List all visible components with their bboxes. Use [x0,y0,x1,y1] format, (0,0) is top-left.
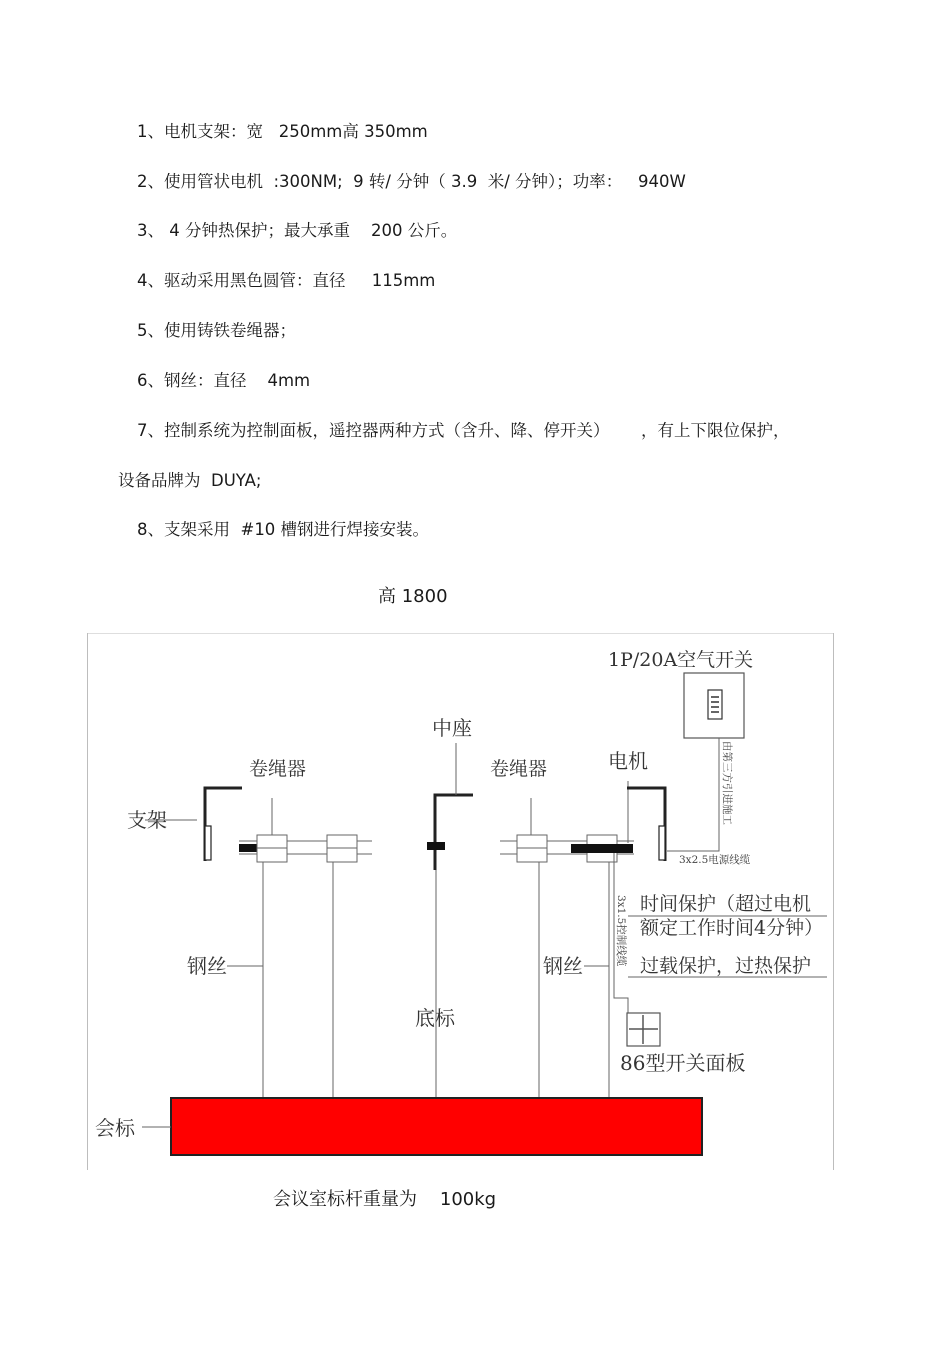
spec-line-6: 6、钢丝：直径 4mm [137,371,311,390]
motor-label: 电机 [608,749,648,773]
spec-line-4: 4、驱动采用黑色圆管：直径 115mm [137,271,436,290]
power-source-note: 由第三方引进施工 [721,741,733,825]
spec-line-3: 3、 4 分钟热保护；最大承重 200 公斤。 [137,221,458,240]
center-mount [427,795,473,870]
center-mount-label: 中座 [432,716,472,740]
protection-line-3: 过载保护，过热保护 [640,955,812,977]
tubular-motor [571,844,633,853]
installation-diagram [87,633,834,1170]
emblem-label: 会标 [95,1116,135,1140]
spec-line-8: 8、支架采用 #10 槽钢进行焊接安装。 [137,520,430,539]
winder-right-label: 卷绳器 [490,758,548,780]
winder-left-label: 卷绳器 [249,758,307,780]
air-switch-box [684,673,744,738]
height-caption: 高 1800 [378,586,448,607]
spec-line-5: 5、使用铸铁卷绳器； [137,321,296,340]
spec-line-1: 1、电机支架：宽 250mm高 350mm [137,122,428,141]
bottom-bar-label: 底标 [415,1006,455,1030]
spec-line-2: 2、使用管状电机 :300NM; 9 转/ 分钟（ 3.9 米/ 分钟）；功率： 940W [137,172,686,191]
air-switch-label: 1P/20A空气开关 [608,649,754,671]
steel-wire-left-label: 钢丝 [187,954,227,978]
bracket-label: 支架 [127,808,167,832]
weight-caption: 会议室标杆重量为 100kg [273,1189,497,1210]
steel-wire-right-label: 钢丝 [543,954,583,978]
spec-line-7-continued: 设备品牌为 DUYA; [118,471,262,490]
left-tube-end [239,844,257,852]
power-cable-label: 3x2.5电源线缆 [679,854,751,866]
left-bracket [205,788,242,861]
spec-line-7: 7、控制系统为控制面板，遥控器两种方式（含升、降、停开关） ，有上下限位保护， [137,421,790,440]
protection-line-1: 时间保护（超过电机 [640,893,812,915]
control-cable-label: 3x1.5控制线缆 [615,895,627,967]
switch-panel-icon [627,1013,660,1046]
protection-line-2: 额定工作时间4分钟） [640,917,824,939]
emblem-bar [171,1098,702,1155]
switch-panel-label: 86型开关面板 [620,1051,746,1075]
